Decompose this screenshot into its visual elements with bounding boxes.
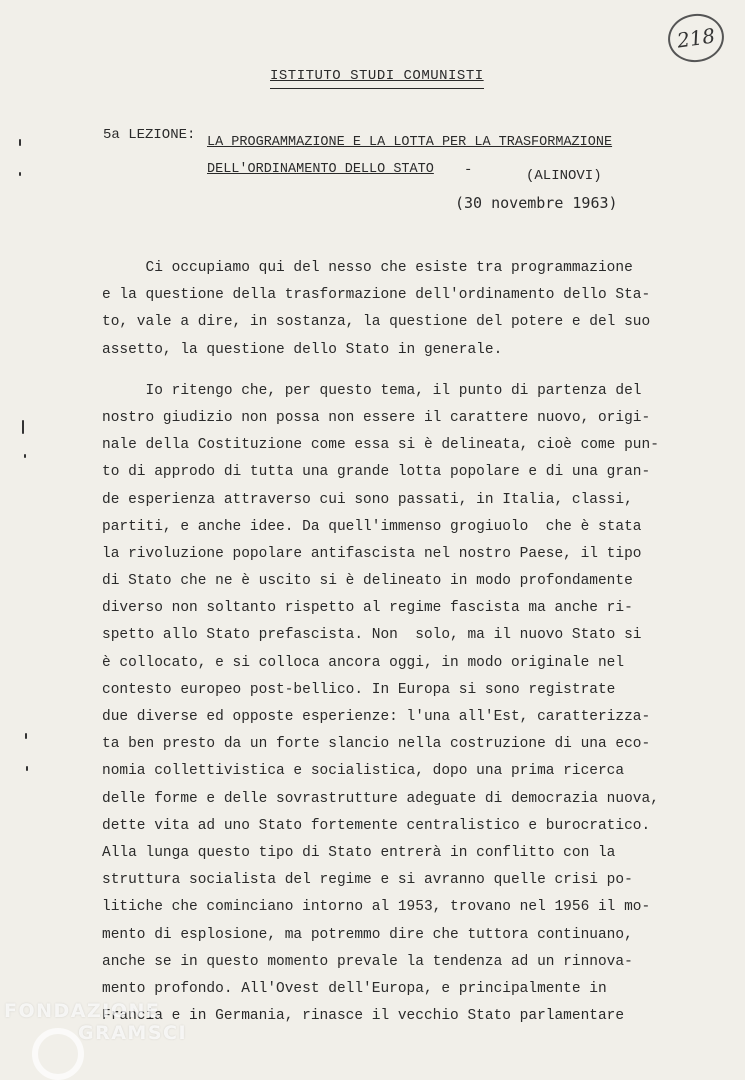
text-line: to di approdo di tutta una grande lotta popolare e di una gran- [102,464,651,481]
text-line: de esperienza attraverso cui sono passati, in Italia, classi, [102,491,633,508]
watermark-line-1: FONDAZIONE [4,1000,161,1022]
text-line: Francia e in Germania, rinasce il vecchio Stato parlamentare [102,1008,625,1025]
text-line: partiti, e anche idee. Da quell'immenso grogiuolo che è stata [102,518,642,535]
lesson-label: 5a LEZIONE: [103,127,196,143]
margin-mark [22,420,24,434]
text-line: litiche che cominciano intorno al 1953, trovano nel 1956 il mo- [102,899,651,916]
text-line: dette vita ad uno Stato fortemente centralistico e burocratico. [102,817,651,834]
text-line: nomia collettivistica e socialistica, dopo una prima ricerca [102,763,625,780]
lesson-author: (ALINOVI) [526,168,602,184]
margin-mark [26,766,28,771]
text-line: anche se in questo momento prevale la tendenza ad un rinnova- [102,953,633,970]
margin-mark [19,172,21,176]
lesson-title-line-2: DELL'ORDINAMENTO DELLO STATO [207,162,434,177]
watermark [4,1000,187,1044]
text-line: struttura socialista del regime e si avranno quelle crisi po- [102,872,633,889]
lesson-date: (30 novembre 1963) [455,194,618,212]
paragraph-gap [102,364,672,378]
text-line: nale della Costituzione come essa si è delineata, cioè come pun- [102,437,659,454]
institute-heading: ISTITUTO STUDI COMUNISTI [270,68,484,84]
page-number-stamp: 218 [665,10,727,65]
margin-mark [19,139,21,146]
text-line: spetto allo Stato prefascista. Non solo, ma il nuovo Stato si [102,627,642,644]
text-line: mento profondo. All'Ovest dell'Europa, e principalmente in [102,980,607,997]
margin-mark [24,454,26,458]
text-line: Io ritengo che, per questo tema, il punto di partenza del [102,382,642,399]
text-line: contesto europeo post-bellico. In Europa si sono registrate [102,681,616,698]
text-line: ta ben presto da un forte slancio nella costruzione di una eco- [102,736,651,753]
text-line: è collocato, e si colloca ancora oggi, in modo originale nel [102,654,625,671]
text-line: to, vale a dire, in sostanza, la questione del potere e del suo [102,314,651,331]
text-line: e la questione della trasformazione dell'ordinamento dello Sta- [102,287,651,304]
text-line: Alla lunga questo tipo di Stato entrerà in conflitto con la [102,844,616,861]
lesson-title-line-1: LA PROGRAMMAZIONE E LA LOTTA PER LA TRASFORMAZIONE [207,135,613,150]
text-line: di Stato che ne è uscito si è delineato in modo profondamente [102,573,633,590]
text-line: diverso non soltanto rispetto al regime fascista ma anche ri- [102,600,633,617]
watermark-line-2: GRAMSCI [78,1022,188,1044]
text-line: assetto, la questione dello Stato in generale. [102,341,503,358]
lesson-title-dash: - [464,162,473,178]
margin-mark [25,733,27,739]
text-line: nostro giudizio non possa non essere il carattere nuovo, origi- [102,409,651,426]
body-text [102,255,672,1030]
text-line: mento di esplosione, ma potremmo dire che tuttora continuano, [102,926,633,943]
text-line: delle forme e delle sovrastrutture adeguate di democrazia nuova, [102,790,659,807]
text-line: la rivoluzione popolare antifascista nel nostro Paese, il tipo [102,545,642,562]
text-line: Ci occupiamo qui del nesso che esiste tra programmazione [102,260,633,276]
text-line: due diverse ed opposte esperienze: l'una all'Est, caratterizza- [102,709,651,725]
